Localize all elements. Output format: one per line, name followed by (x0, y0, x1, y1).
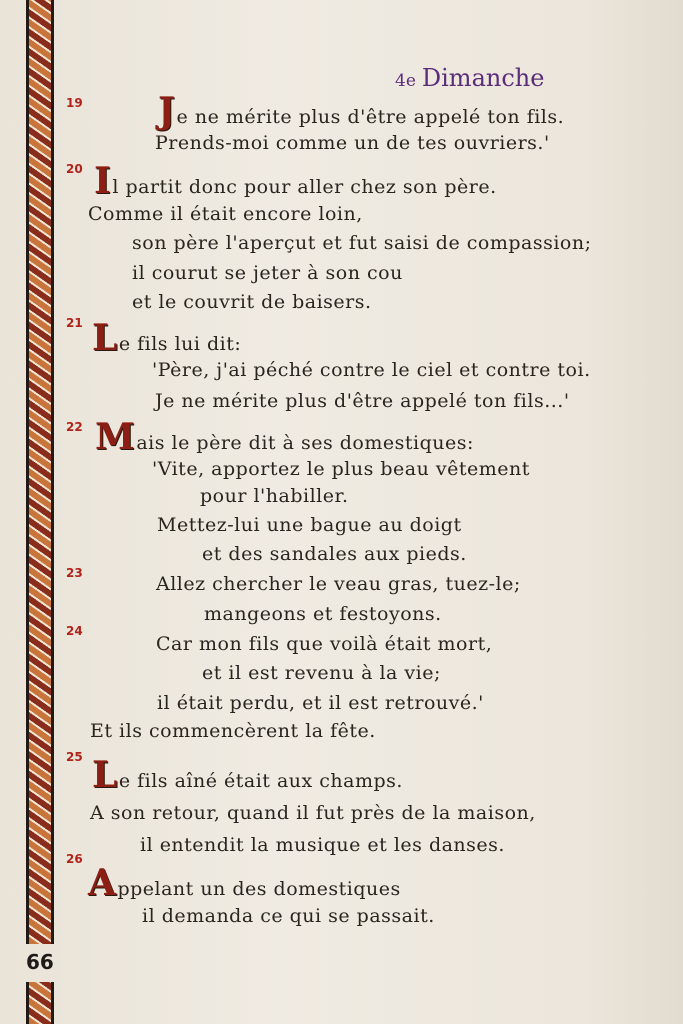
text-line: Je ne mérite plus d'être appelé ton fils...' (155, 390, 570, 412)
decorative-mosaic-border (26, 0, 54, 944)
drop-capital: A (88, 862, 117, 904)
drop-capital: I (94, 160, 112, 202)
text-line: il était perdu, et il est retrouvé.' (157, 692, 484, 714)
verse-number: 26 (66, 852, 83, 866)
verse-number: 24 (66, 624, 83, 638)
text-line: Appelant un des domestiques (88, 862, 401, 904)
text-line: Comme il était encore loin, (88, 203, 363, 225)
drop-capital: J (158, 90, 176, 132)
text-line: 'Vite, apportez le plus beau vêtement (152, 458, 530, 480)
verse-number: 21 (66, 316, 83, 330)
text-line: pour l'habiller. (200, 485, 349, 507)
text-line: Il partit donc pour aller chez son père. (94, 160, 497, 202)
verse-number: 22 (66, 420, 83, 434)
text-line: il entendit la musique et les danses. (140, 834, 505, 856)
verse-number: 19 (66, 96, 83, 110)
text-line: il courut se jeter à son cou (132, 262, 403, 284)
drop-capital: L (92, 754, 118, 796)
heading-title: Dimanche (421, 64, 545, 92)
page-heading (395, 64, 544, 92)
drop-capital: M (95, 416, 136, 458)
text-line: Allez chercher le veau gras, tuez-le; (156, 573, 521, 595)
text-line: A son retour, quand il fut près de la maison, (90, 802, 536, 824)
text-line: Le fils aîné était aux champs. (92, 754, 403, 796)
verse-number: 23 (66, 566, 83, 580)
text-line: et le couvrit de baisers. (132, 291, 372, 313)
text-line: Car mon fils que voilà était mort, (156, 633, 493, 655)
text-line: Mais le père dit à ses domestiques: (95, 416, 474, 458)
text-line: et des sandales aux pieds. (202, 543, 467, 565)
text-line: Je ne mérite plus d'être appelé ton fils. (158, 90, 565, 132)
verse-number: 25 (66, 750, 83, 764)
text-line: Et ils commencèrent la fête. (90, 720, 376, 742)
text-line: son père l'aperçut et fut saisi de compassion; (132, 232, 592, 254)
text-line: Le fils lui dit: (92, 317, 242, 359)
text-line: Mettez-lui une bague au doigt (157, 514, 462, 536)
drop-capital: L (92, 317, 118, 359)
text-line: 'Père, j'ai péché contre le ciel et contre toi. (152, 359, 591, 381)
text-line: et il est revenu à la vie; (202, 662, 441, 684)
text-line: Prends-moi comme un de tes ouvriers.' (155, 132, 550, 154)
heading-ordinal: 4e (395, 71, 416, 91)
page-number: 66 (26, 950, 54, 974)
text-line: mangeons et festoyons. (204, 603, 442, 625)
verse-number: 20 (66, 162, 83, 176)
decorative-mosaic-border-bottom (26, 982, 54, 1024)
text-line: il demanda ce qui se passait. (142, 905, 435, 927)
